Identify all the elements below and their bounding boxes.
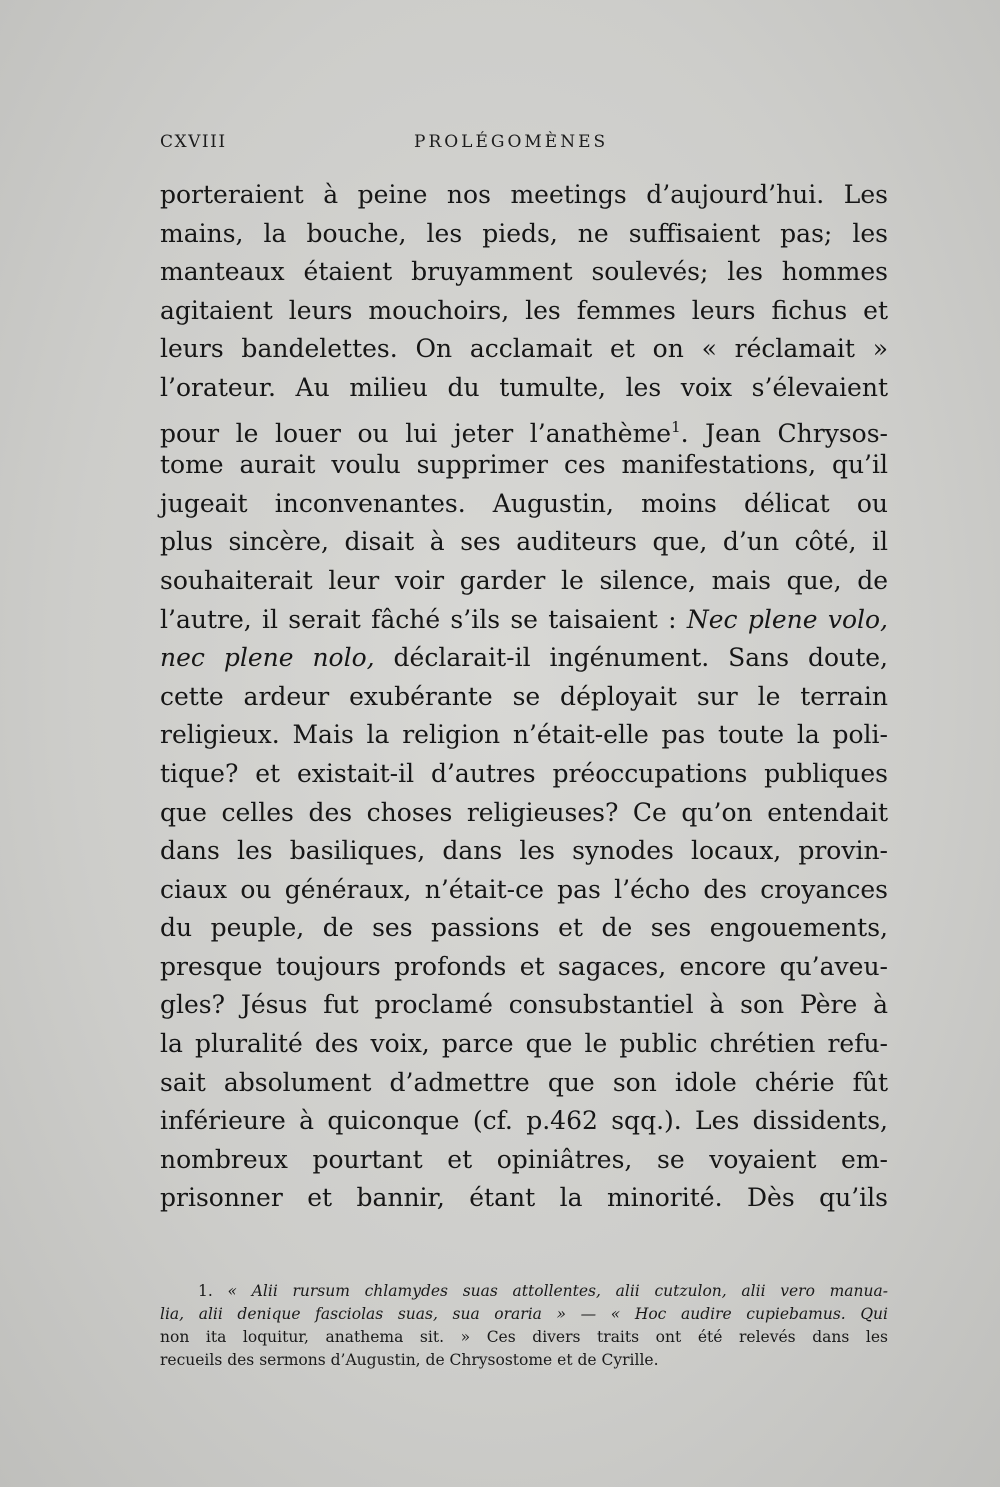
footnote-marker: 1. xyxy=(198,1282,213,1300)
text-line: leurs bandelettes. On acclamait et on « réclamait » xyxy=(160,334,888,364)
footnote-line: recueils des sermons d’Augustin, de Chrysostome et de Cyrille. xyxy=(160,1351,659,1369)
footnote-line: non ita loquitur, anathema sit. » Ces divers traits ont été relevés dans les xyxy=(160,1328,888,1346)
section-title: PROLÉGOMÈNES xyxy=(414,132,609,152)
text-line: mains, la bouche, les pieds, ne suffisaient pas; les xyxy=(160,218,888,248)
text-line: dans les basiliques, dans les synodes locaux, provin- xyxy=(160,836,888,866)
page-number: CXVIII xyxy=(160,132,227,152)
footnote-line: lia, alii denique fasciolas suas, sua oraria » — « Hoc audire cupiebamus. Qui xyxy=(160,1305,888,1323)
text-line: souhaiterait leur voir garder le silence, mais que, de xyxy=(160,565,888,595)
text-line: que celles des choses religieuses? Ce qu’on entendait xyxy=(160,797,888,827)
text-segment: . Jean Chrysos- xyxy=(680,418,888,448)
text-line: tique? et existait-il d’autres préoccupations publiques xyxy=(160,758,888,788)
text-line: prisonner et bannir, étant la minorité. Dès qu’ils xyxy=(160,1183,888,1213)
text-line: plus sincère, disait à ses auditeurs que, d’un côté, il xyxy=(160,527,888,557)
text-line: nombreux pourtant et opiniâtres, se voyaient em- xyxy=(160,1144,888,1174)
text-segment: pour le louer ou lui jeter l’anathème xyxy=(160,418,672,448)
text-line: sait absolument d’admettre que son idole chérie fût xyxy=(160,1067,888,1097)
main-text xyxy=(160,176,888,1218)
text-line: agitaient leurs mouchoirs, les femmes leurs fichus et xyxy=(160,295,888,325)
text-line: inférieure à quiconque (cf. p.462 sqq.). Les dissidents, xyxy=(160,1106,888,1136)
text-line: du peuple, de ses passions et de ses engouements, xyxy=(160,913,888,943)
text-line: presque toujours profonds et sagaces, encore qu’aveu- xyxy=(160,951,888,981)
text-line: manteaux étaient bruyamment soulevés; les hommes xyxy=(160,257,888,287)
text-line: la pluralité des voix, parce que le public chrétien refu- xyxy=(160,1029,888,1059)
text-line: cette ardeur exubérante se déployait sur le terrain xyxy=(160,681,888,711)
text-line: tome aurait voulu supprimer ces manifestations, qu’il xyxy=(160,450,888,480)
footnote-text: « Alii rursum chlamydes suas attollentes, alii cutzulon, alii vero manua- xyxy=(227,1282,888,1300)
text-line: religieux. Mais la religion n’était-elle pas toute la poli- xyxy=(160,720,888,750)
text-line: gles? Jésus fut proclamé consubstantiel à son Père à xyxy=(160,990,888,1020)
text-line: porteraient à peine nos meetings d’aujourd’hui. Les xyxy=(160,180,888,209)
footnote xyxy=(160,1280,888,1372)
text-segment: déclarait-il ingénument. Sans doute, xyxy=(374,643,888,673)
text-line xyxy=(160,408,888,447)
text-line xyxy=(160,639,888,678)
running-head xyxy=(160,132,888,160)
text-segment: l’autre, il serait fâché s’ils se taisaient : xyxy=(160,604,687,634)
latin-quote: nec plene nolo, xyxy=(160,643,375,673)
text-line xyxy=(160,601,888,640)
text-line: l’orateur. Au milieu du tumulte, les voix s’élevaient xyxy=(160,372,888,402)
text-line: jugeait inconvenantes. Augustin, moins délicat ou xyxy=(160,488,888,518)
footnote-reference[interactable]: 1 xyxy=(671,417,681,436)
latin-quote: Nec plene volo, xyxy=(686,604,888,634)
text-line: ciaux ou généraux, n’était-ce pas l’écho des croyances xyxy=(160,874,888,904)
footnote-line xyxy=(160,1280,888,1303)
